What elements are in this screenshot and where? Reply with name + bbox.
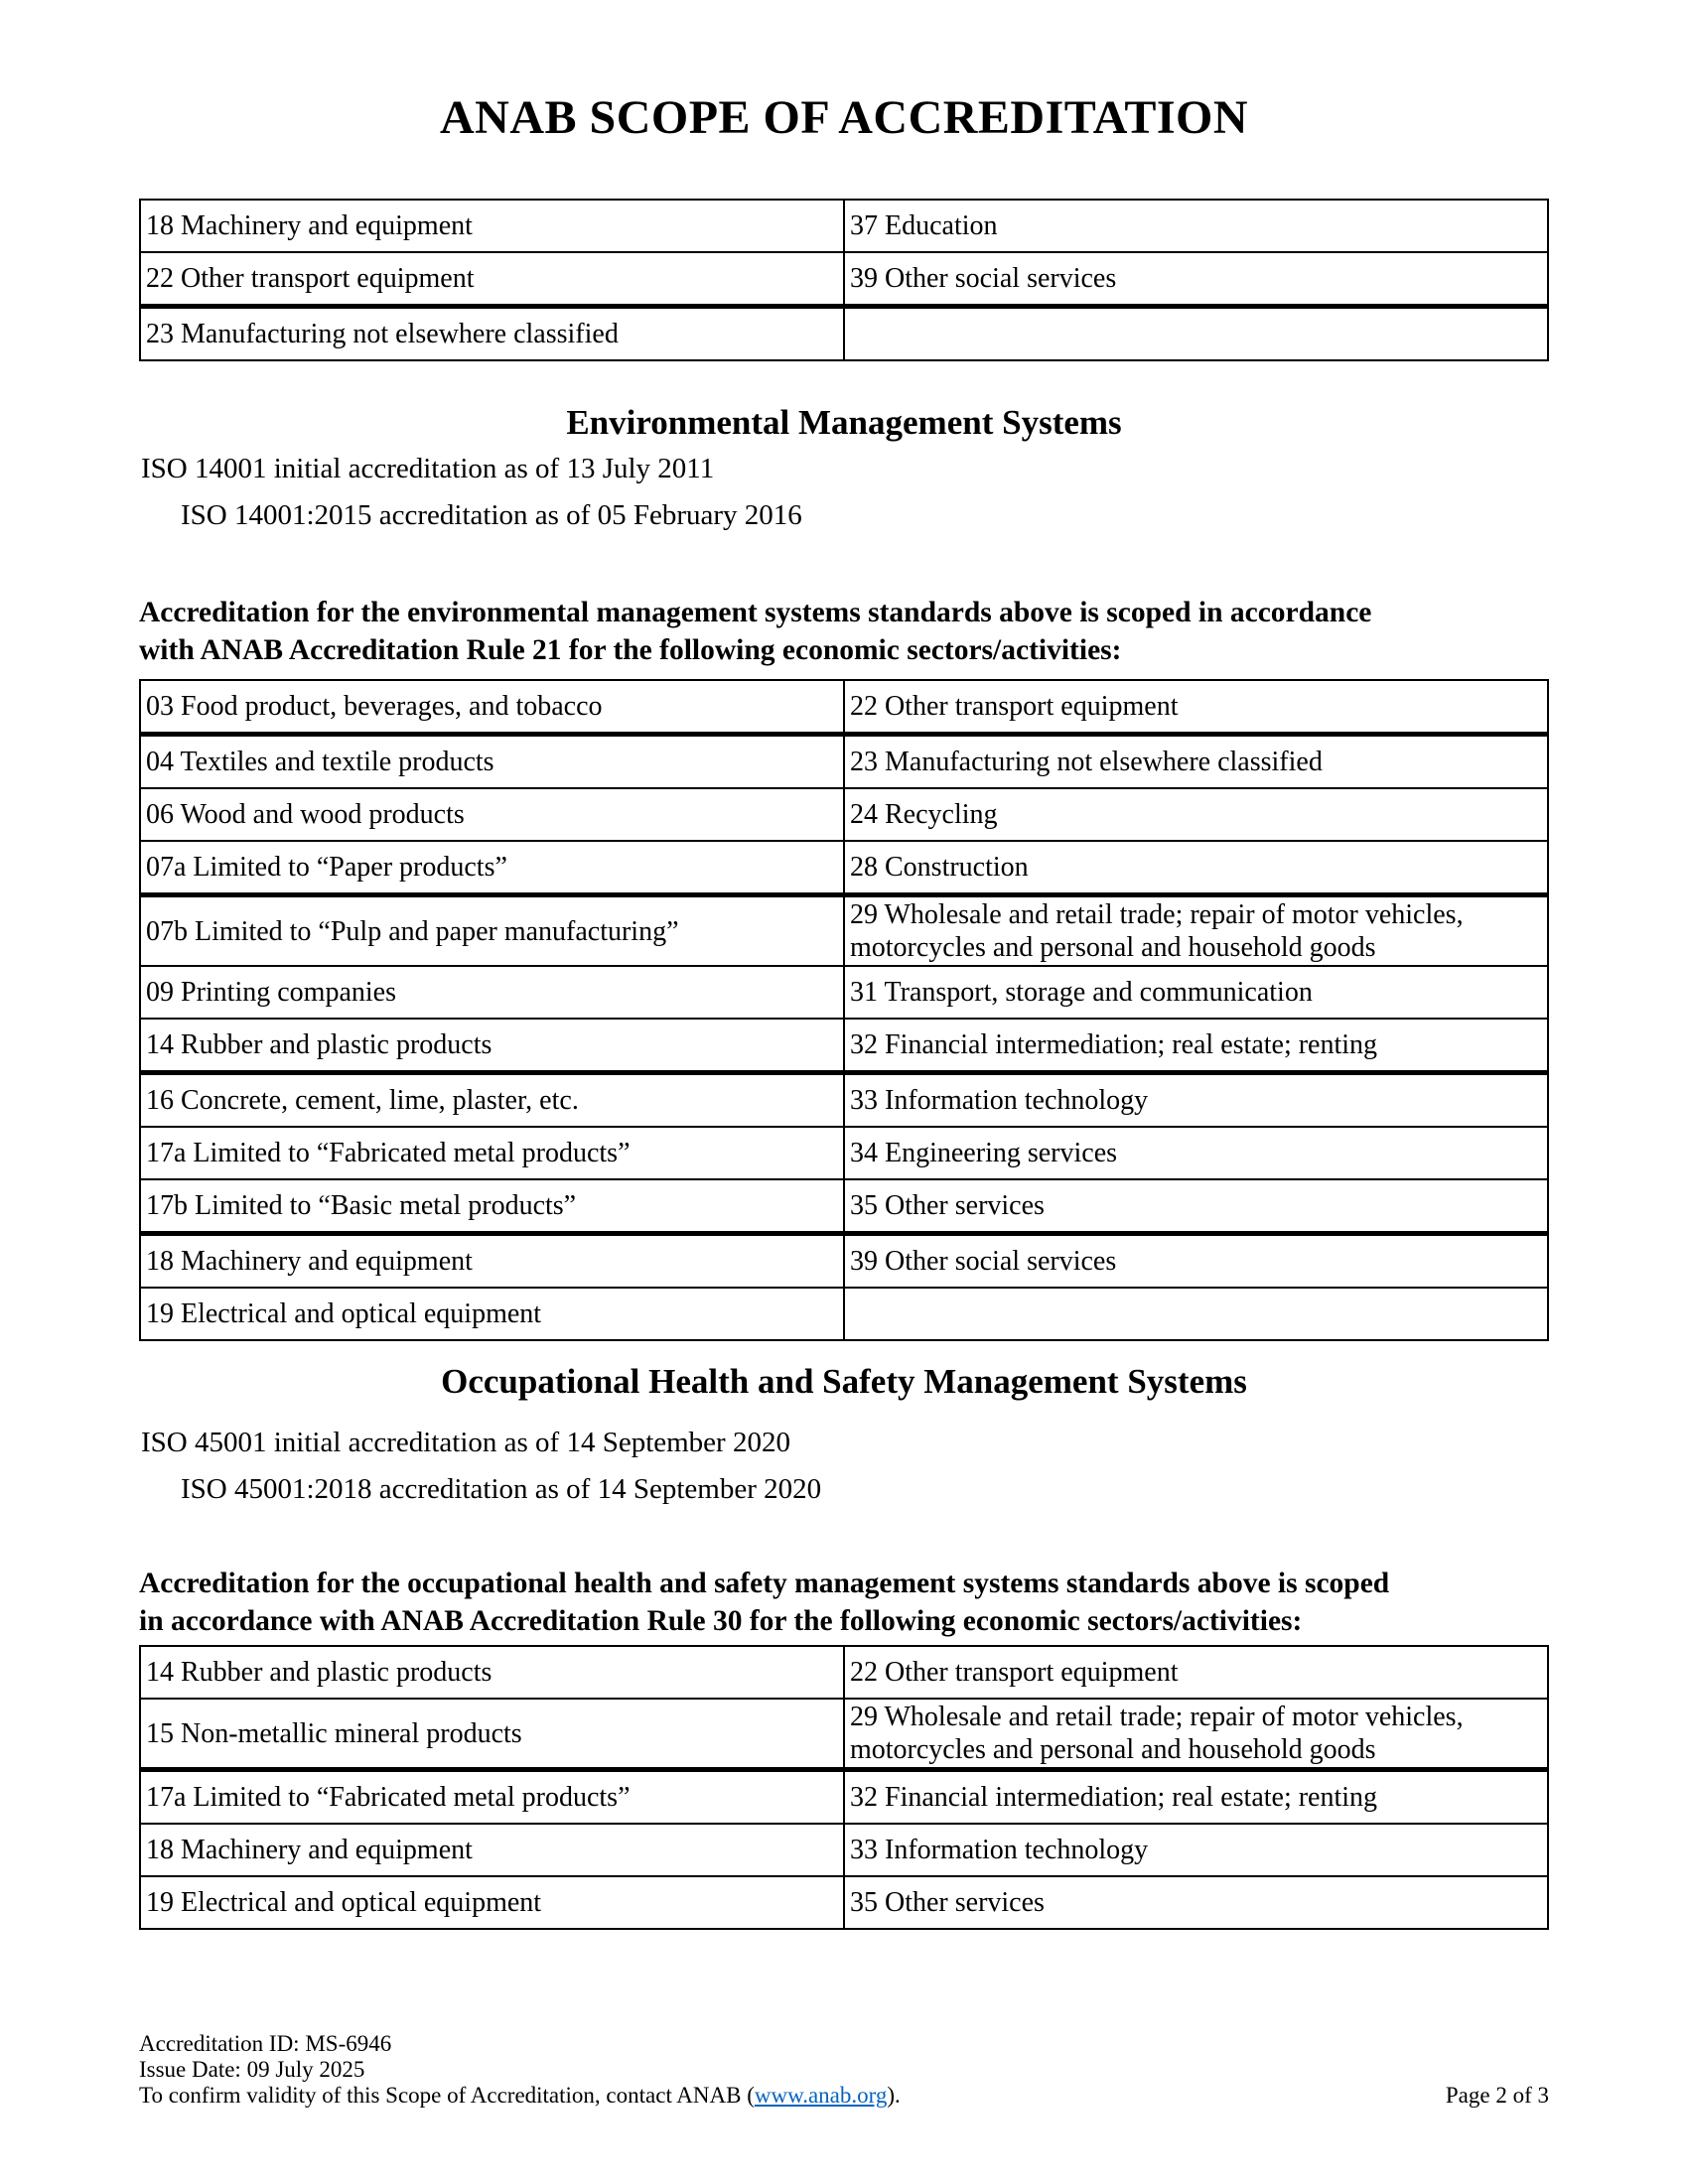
table-row	[140, 1699, 1548, 1770]
table-row	[140, 1876, 1548, 1929]
table-cell: 37 Education	[844, 200, 1548, 252]
table-cell: 23 Manufacturing not elsewhere classified	[844, 735, 1548, 789]
table-row	[140, 252, 1548, 307]
ems-scope-paragraph	[139, 594, 1579, 669]
table-cell: 03 Food product, beverages, and tobacco	[140, 680, 844, 735]
footer	[139, 2031, 901, 2109]
table-cell: 17a Limited to “Fabricated metal products”	[140, 1770, 844, 1825]
paragraph-line: Accreditation for the occupational health and safety management systems standards above is scoped	[139, 1568, 1390, 1599]
table-cell: 29 Wholesale and retail trade; repair of motor vehicles, motorcycles and personal and household goods	[844, 1699, 1548, 1770]
table-cell: 31 Transport, storage and communication	[844, 966, 1548, 1019]
table-cell: 33 Information technology	[844, 1824, 1548, 1876]
paragraph-line: with ANAB Accreditation Rule 21 for the following economic sectors/activities:	[139, 634, 1122, 666]
table-cell	[844, 1288, 1548, 1340]
table-cell: 17a Limited to “Fabricated metal products”	[140, 1127, 844, 1179]
table-row	[140, 841, 1548, 895]
table-cell: 34 Engineering services	[844, 1127, 1548, 1179]
ohs-iso-version-line: ISO 45001:2018 accreditation as of 14 September 2020	[181, 1473, 822, 1505]
table-cell: 06 Wood and wood products	[140, 788, 844, 841]
table-row	[140, 200, 1548, 252]
table-cell: 22 Other transport equipment	[844, 680, 1548, 735]
sector-table-continued	[139, 199, 1549, 361]
table-cell: 28 Construction	[844, 841, 1548, 895]
table-row	[140, 1288, 1548, 1340]
table-cell: 17b Limited to “Basic metal products”	[140, 1179, 844, 1234]
table-row	[140, 680, 1548, 735]
table-cell: 18 Machinery and equipment	[140, 200, 844, 252]
validity-text-post: ).	[887, 2083, 901, 2108]
table-cell: 32 Financial intermediation; real estate; renting	[844, 1770, 1548, 1825]
ohs-section-heading: Occupational Health and Safety Management Systems	[441, 1362, 1247, 1401]
issue-date: Issue Date: 09 July 2025	[139, 2057, 365, 2082]
validity-text-pre: To confirm validity of this Scope of Accreditation, contact ANAB (	[139, 2083, 755, 2108]
paragraph-line: in accordance with ANAB Accreditation Rule 30 for the following economic sectors/activities:	[139, 1605, 1303, 1637]
table-cell: 14 Rubber and plastic products	[140, 1646, 844, 1699]
table-cell: 09 Printing companies	[140, 966, 844, 1019]
table-cell: 23 Manufacturing not elsewhere classified	[140, 307, 844, 361]
ems-iso-initial-line: ISO 14001 initial accreditation as of 13 July 2011	[141, 453, 715, 484]
table-cell: 35 Other services	[844, 1876, 1548, 1929]
page-title: ANAB SCOPE OF ACCREDITATION	[439, 91, 1249, 144]
ems-sector-table	[139, 679, 1549, 1341]
table-row	[140, 307, 1548, 361]
table-cell: 29 Wholesale and retail trade; repair of motor vehicles, motorcycles and personal and household goods	[844, 895, 1548, 967]
table-cell: 07b Limited to “Pulp and paper manufacturing”	[140, 895, 844, 967]
anab-website-link[interactable]: www.anab.org	[754, 2083, 888, 2108]
table-cell	[844, 307, 1548, 361]
table-row	[140, 1770, 1548, 1825]
table-cell: 18 Machinery and equipment	[140, 1824, 844, 1876]
table-cell: 15 Non-metallic mineral products	[140, 1699, 844, 1770]
table-cell: 39 Other social services	[844, 252, 1548, 307]
paragraph-line: Accreditation for the environmental management systems standards above is scoped in accordance	[139, 597, 1372, 628]
table-row	[140, 735, 1548, 789]
table-row	[140, 1019, 1548, 1073]
table-cell: 32 Financial intermediation; real estate; renting	[844, 1019, 1548, 1073]
accreditation-id: Accreditation ID: MS-6946	[139, 2031, 392, 2056]
ems-iso-version-line: ISO 14001:2015 accreditation as of 05 February 2016	[181, 499, 802, 531]
validity-line	[139, 2083, 901, 2109]
table-cell: 19 Electrical and optical equipment	[140, 1876, 844, 1929]
table-row	[140, 1179, 1548, 1234]
table-cell: 18 Machinery and equipment	[140, 1234, 844, 1289]
table-cell: 24 Recycling	[844, 788, 1548, 841]
table-cell: 39 Other social services	[844, 1234, 1548, 1289]
table-row	[140, 1824, 1548, 1876]
ohs-sector-table	[139, 1645, 1549, 1930]
table-cell: 19 Electrical and optical equipment	[140, 1288, 844, 1340]
table-cell: 22 Other transport equipment	[140, 252, 844, 307]
table-cell: 22 Other transport equipment	[844, 1646, 1548, 1699]
table-row	[140, 1127, 1548, 1179]
ems-section-heading: Environmental Management Systems	[566, 403, 1122, 442]
page-number: Page 2 of 3	[1445, 2083, 1549, 2108]
table-row	[140, 895, 1548, 967]
table-cell: 16 Concrete, cement, lime, plaster, etc.	[140, 1073, 844, 1128]
ohs-scope-paragraph	[139, 1565, 1579, 1640]
table-row	[140, 1234, 1548, 1289]
table-row	[140, 1073, 1548, 1128]
table-row	[140, 788, 1548, 841]
table-cell: 07a Limited to “Paper products”	[140, 841, 844, 895]
table-row	[140, 966, 1548, 1019]
ohs-iso-initial-line: ISO 45001 initial accreditation as of 14 September 2020	[141, 1427, 790, 1458]
table-cell: 35 Other services	[844, 1179, 1548, 1234]
table-row	[140, 1646, 1548, 1699]
table-cell: 04 Textiles and textile products	[140, 735, 844, 789]
table-cell: 33 Information technology	[844, 1073, 1548, 1128]
table-cell: 14 Rubber and plastic products	[140, 1019, 844, 1073]
